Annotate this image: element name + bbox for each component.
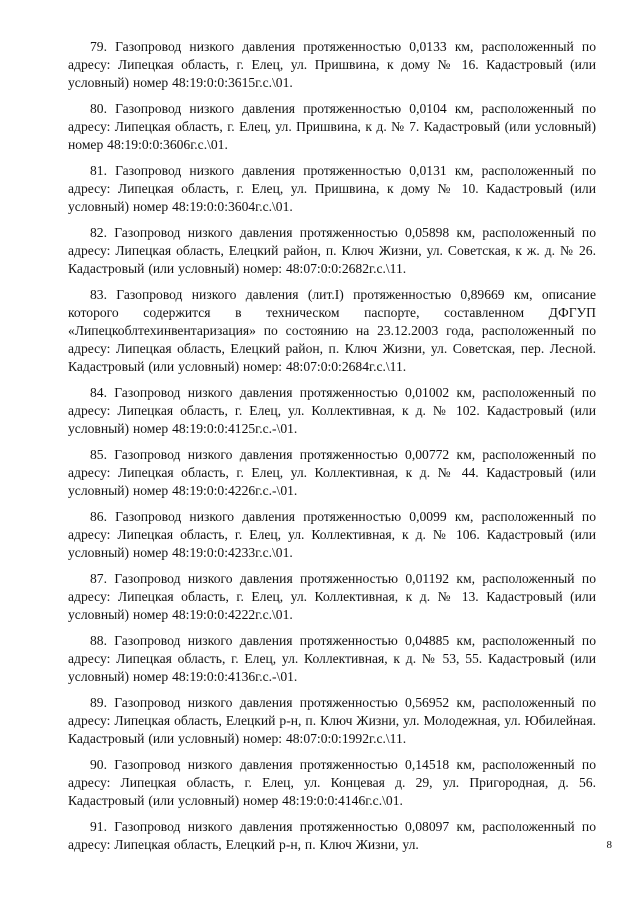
list-item-90: 90. Газопровод низкого давления протяженностью 0,14518 км, расположенный по адресу: Липецкая область, г. Елец, ул. Концевая д. 29, ул. Пригородная, д. 56. Кадастровый (или условный) номер 48:19:0:0:4146г.с.\01. <box>68 757 596 808</box>
list-item-87: 87. Газопровод низкого давления протяженностью 0,01192 км, расположенный по адресу: Липецкая область, г. Елец, ул. Коллективная, к д. № 13. Кадастровый (или условный) номер 48:19:0:0:4222г.с.\01. <box>68 571 596 622</box>
list-item-79: 79. Газопровод низкого давления протяженностью 0,0133 км, расположенный по адресу: Липецкая область, г. Елец, ул. Пришвина, к дому № 16. Кадастровый (или условный) номер 48:19:0:0:3615г.с.\01. <box>68 39 596 90</box>
list-item-83: 83. Газопровод низкого давления (лит.I) протяженностью 0,89669 км, описание которого содержится в техническом паспорте, составленном ДФГУП «Липецкоблтехинвентаризация» по состоянию на 23.12.2003 года, расположенный по адресу: Липецкая область, Елецкий район, п. Ключ Жизни, ул. Советская, пер. Лесной. Кадастровый (или условный) номер: 48:07:0:0:2684г.с.\11. <box>68 287 596 374</box>
list-item-85: 85. Газопровод низкого давления протяженностью 0,00772 км, расположенный по адресу: Липецкая область, г. Елец, ул. Коллективная, к д. № 44. Кадастровый (или условный) номер 48:19:0:0:4226г.с.-\01. <box>68 447 596 498</box>
list-item-88: 88. Газопровод низкого давления протяженностью 0,04885 км, расположенный по адресу: Липецкая область, г. Елец, ул. Коллективная, к д. № 53, 55. Кадастровый (или условный) номер 48:19:0:0:4136г.с.-\01. <box>68 633 596 684</box>
document-body <box>68 38 596 862</box>
page-number: 8 <box>606 839 612 851</box>
list-item-80: 80. Газопровод низкого давления протяженностью 0,0104 км, расположенный по адресу: Липецкая область, г. Елец, ул. Пришвина, к д. № 7. Кадастровый (или условный) номер 48:19:0:0:3606г.с.\01. <box>68 101 596 152</box>
list-item-91: 91. Газопровод низкого давления протяженностью 0,08097 км, расположенный по адресу: Липецкая область, Елецкий р-н, п. Ключ Жизни, ул. <box>68 819 596 852</box>
list-item-82: 82. Газопровод низкого давления протяженностью 0,05898 км, расположенный по адресу: Липецкая область, Елецкий район, п. Ключ Жизни, ул. Советская, к ж. д. № 26. Кадастровый (или условный) номер: 48:07:0:0:2682г.с.\11. <box>68 225 596 276</box>
list-item-89: 89. Газопровод низкого давления протяженностью 0,56952 км, расположенный по адресу: Липецкая область, Елецкий р-н, п. Ключ Жизни, ул. Молодежная, ул. Юбилейная. Кадастровый (или условный) номер: 48:07:0:0:1992г.с.\11. <box>68 695 596 746</box>
list-item-81: 81. Газопровод низкого давления протяженностью 0,0131 км, расположенный по адресу: Липецкая область, г. Елец, ул. Пришвина, к дому № 10. Кадастровый (или условный) номер 48:19:0:0:3604г.с.\01. <box>68 163 596 214</box>
list-item-86: 86. Газопровод низкого давления протяженностью 0,0099 км, расположенный по адресу: Липецкая область, г. Елец, ул. Коллективная, к д. № 106. Кадастровый (или условный) номер 48:19:0:0:4233г.с.\01. <box>68 509 596 560</box>
list-item-84: 84. Газопровод низкого давления протяженностью 0,01002 км, расположенный по адресу: Липецкая область, г. Елец, ул. Коллективная, к д. № 102. Кадастровый (или условный) номер 48:19:0:0:4125г.с.-\01. <box>68 385 596 436</box>
